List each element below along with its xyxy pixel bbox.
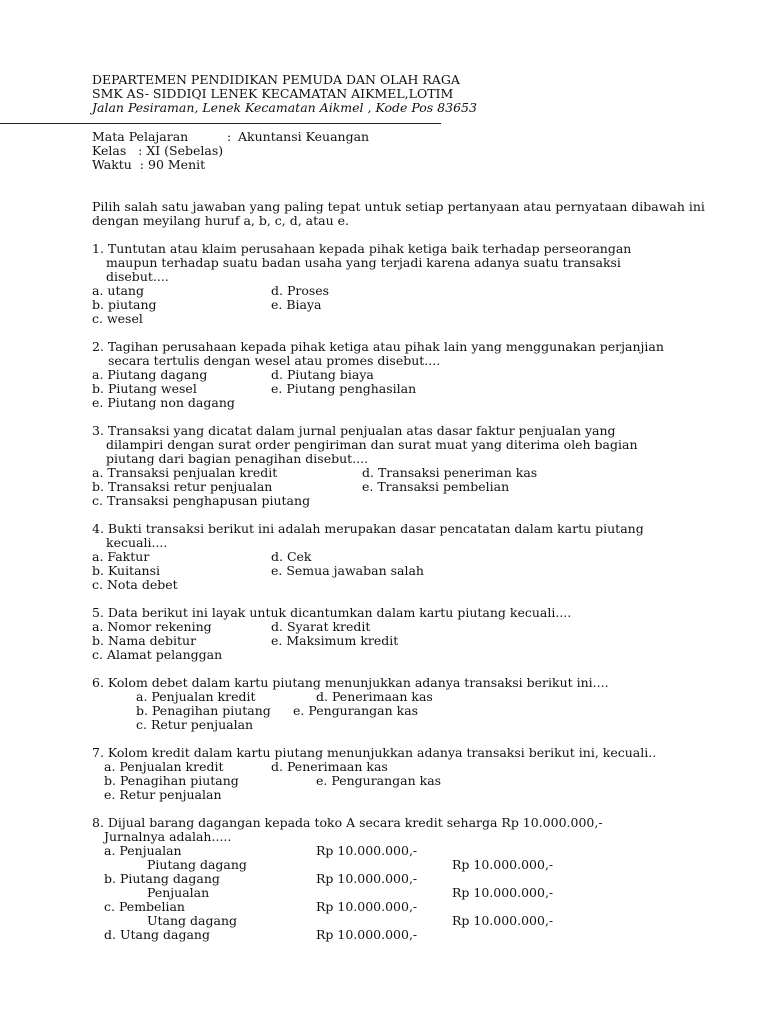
option-e: e. Semua jawaban salah <box>271 563 424 578</box>
option-d: d. Syarat kredit <box>271 619 371 634</box>
question-line: 3. Transaksi yang dicatat dalam jurnal penjualan atas dasar faktur penjualan yang <box>92 423 616 438</box>
option-a: a. Penjualan kredit <box>104 759 224 774</box>
question-line: piutang dari bagian penagihan disebut.... <box>106 451 369 466</box>
question-line: 7. Kolom kredit dalam kartu piutang menunjukkan adanya transaksi berikut ini, kecuali.. <box>92 745 657 760</box>
option-b: b. Piutang wesel <box>92 381 197 396</box>
question-line: 5. Data berikut ini layak untuk dicantumkan dalam kartu piutang kecuali.... <box>92 605 572 620</box>
option-a: a. Faktur <box>92 549 150 564</box>
option-b: b. piutang <box>92 297 157 312</box>
option-e: e. Transaksi pembelian <box>362 479 510 494</box>
question-line: maupun terhadap suatu badan usaha yang terjadi karena adanya suatu transaksi <box>106 255 621 270</box>
option-e: e. Biaya <box>271 297 322 312</box>
option-c: c. Retur penjualan <box>136 717 254 732</box>
subject-label: Mata Pelajaran <box>92 129 189 144</box>
option-d: d. Penerimaan kas <box>271 759 388 774</box>
option-a: a. Penjualan kredit <box>136 689 256 704</box>
journal-credit-amount: Rp 10.000.000,- <box>452 885 554 900</box>
question-line: secara tertulis dengan wesel atau promes disebut.... <box>108 353 441 368</box>
journal-debit-amount: Rp 10.000.000,- <box>316 843 418 858</box>
instruction-line: dengan meyilang huruf a, b, c, d, atau e. <box>92 213 350 228</box>
option-a: a. Piutang dagang <box>92 367 208 382</box>
journal-debit-account: c. Pembelian <box>104 899 185 914</box>
option-e: e. Maksimum kredit <box>271 633 399 648</box>
journal-debit-amount: Rp 10.000.000,- <box>316 899 418 914</box>
class-line: Kelas : XI (Sebelas) <box>92 143 224 158</box>
option-d: d. Penerimaan kas <box>316 689 433 704</box>
question-line: 1. Tuntutan atau klaim perusahaan kepada pihak ketiga baik terhadap perseorangan <box>92 241 632 256</box>
question-line: Jurnalnya adalah..... <box>104 829 232 844</box>
header-divider <box>0 123 441 124</box>
journal-credit-amount: Rp 10.000.000,- <box>452 913 554 928</box>
school-address: Jalan Pesiraman, Lenek Kecamatan Aikmel , Kode Pos 83653 <box>92 100 477 115</box>
instruction-line: Pilih salah satu jawaban yang paling tepat untuk setiap pertanyaan atau pernyataan dibawah ini <box>92 199 705 214</box>
journal-credit-account: Piutang dagang <box>147 857 247 872</box>
option-b: b. Transaksi retur penjualan <box>92 479 273 494</box>
subject-colon: : <box>227 129 232 144</box>
option-b: b. Nama debitur <box>92 633 197 648</box>
time-line: Waktu : 90 Menit <box>92 157 206 172</box>
option-a: a. utang <box>92 283 144 298</box>
option-c: c. Transaksi penghapusan piutang <box>92 493 311 508</box>
option-c: c. Nota debet <box>92 577 178 592</box>
option-a: a. Nomor rekening <box>92 619 212 634</box>
option-d: d. Transaksi peneriman kas <box>362 465 538 480</box>
journal-credit-amount: Rp 10.000.000,- <box>452 857 554 872</box>
question-line: disebut.... <box>106 269 169 284</box>
question-line: 8. Dijual barang dagangan kepada toko A secara kredit seharga Rp 10.000.000,- <box>92 815 603 830</box>
question-line: kecuali.... <box>106 535 168 550</box>
option-e: e. Pengurangan kas <box>316 773 442 788</box>
option-d: d. Cek <box>271 549 312 564</box>
option-c: c. wesel <box>92 311 143 326</box>
option-c: c. Alamat pelanggan <box>92 647 223 662</box>
option-b: b. Kuitansi <box>92 563 160 578</box>
option-d: d. Proses <box>271 283 330 298</box>
journal-debit-amount: Rp 10.000.000,- <box>316 871 418 886</box>
option-c: e. Retur penjualan <box>104 787 222 802</box>
journal-debit-account: a. Penjualan <box>104 843 182 858</box>
school-heading: SMK AS- SIDDIQI LENEK KECAMATAN AIKMEL,LOTIM <box>92 86 454 101</box>
subject-value: Akuntansi Keuangan <box>238 129 370 144</box>
option-e: e. Pengurangan kas <box>293 703 419 718</box>
option-c: e. Piutang non dagang <box>92 395 235 410</box>
journal-credit-account: Penjualan <box>147 885 210 900</box>
option-d: d. Piutang biaya <box>271 367 374 382</box>
option-b: b. Penagihan piutang <box>136 703 271 718</box>
journal-debit-amount: Rp 10.000.000,- <box>316 927 418 942</box>
department-heading: DEPARTEMEN PENDIDIKAN PEMUDA DAN OLAH RAGA <box>92 72 460 87</box>
question-line: 2. Tagihan perusahaan kepada pihak ketiga atau pihak lain yang menggunakan perjanjian <box>92 339 664 354</box>
option-e: e. Piutang penghasilan <box>271 381 417 396</box>
journal-debit-account: b. Piutang dagang <box>104 871 220 886</box>
question-line: 6. Kolom debet dalam kartu piutang menunjukkan adanya transaksi berikut ini.... <box>92 675 609 690</box>
option-b: b. Penagihan piutang <box>104 773 239 788</box>
option-a: a. Transaksi penjualan kredit <box>92 465 278 480</box>
journal-debit-account: d. Utang dagang <box>104 927 210 942</box>
question-line: 4. Bukti transaksi berikut ini adalah merupakan dasar pencatatan dalam kartu piutang <box>92 521 644 536</box>
journal-credit-account: Utang dagang <box>147 913 237 928</box>
question-line: dilampiri dengan surat order pengiriman dan surat muat yang diterima oleh bagian <box>106 437 638 452</box>
